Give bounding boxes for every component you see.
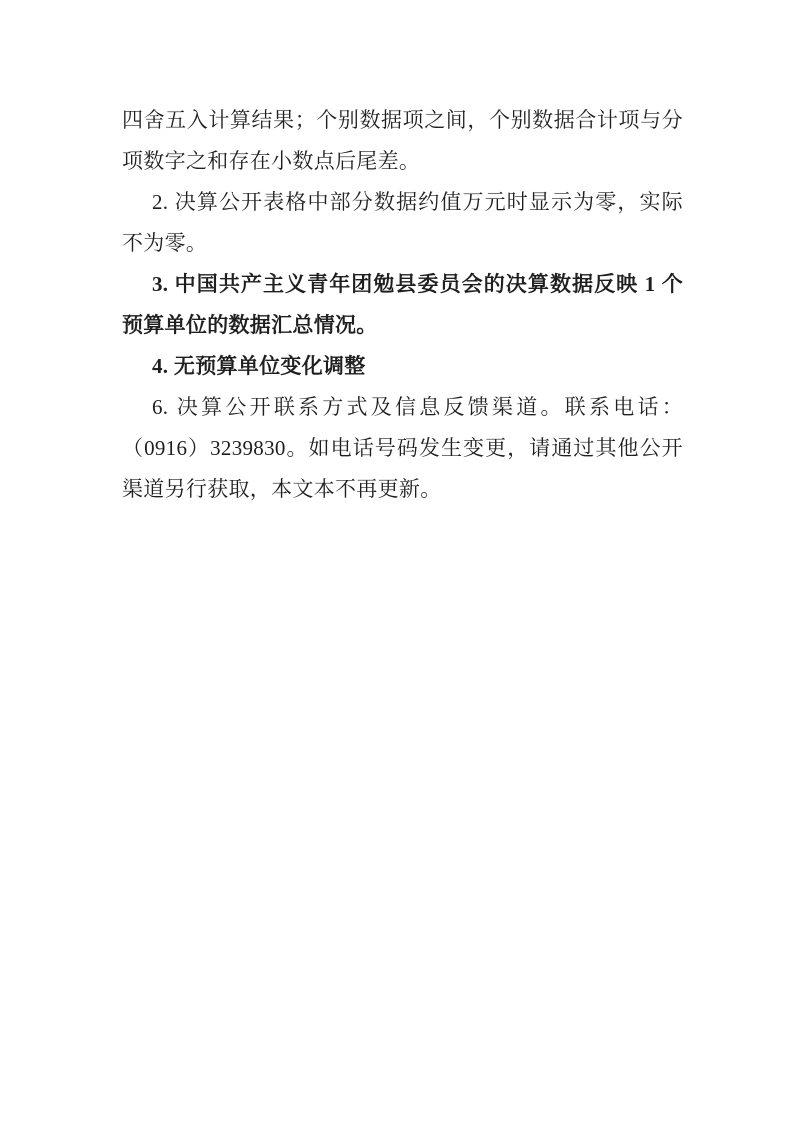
paragraph-note-4	[122, 346, 683, 387]
paragraph-note-6	[122, 387, 683, 510]
paragraph-line: 3. 中国共产主义青年团勉县委员会的决算数据反映 1 个	[152, 272, 683, 296]
paragraph-note-3	[122, 264, 683, 346]
paragraph-line: 2. 决算公开表格中部分数据约值万元时显示为零，实际	[152, 190, 683, 214]
paragraph-line: 项数字之和存在小数点后尾差。	[122, 149, 421, 173]
paragraph-line: 渠道另行获取，本文本不再更新。	[122, 477, 442, 501]
paragraph-line: 4. 无预算单位变化调整	[152, 354, 366, 378]
paragraph-line: 不为零。	[122, 231, 208, 255]
paragraph-line: 预算单位的数据汇总情况。	[122, 313, 378, 337]
document-text-block	[122, 100, 683, 510]
paragraph-line: （0916）3239830。如电话号码发生变更，请通过其他公开	[122, 436, 683, 460]
paragraph-line: 6. 决算公开联系方式及信息反馈渠道。联系电话：	[152, 395, 683, 419]
paragraph-note-2	[122, 182, 683, 264]
paragraph-line: 四舍五入计算结果；个别数据项之间，个别数据合计项与分	[122, 108, 683, 132]
paragraph-carryover	[122, 100, 683, 182]
